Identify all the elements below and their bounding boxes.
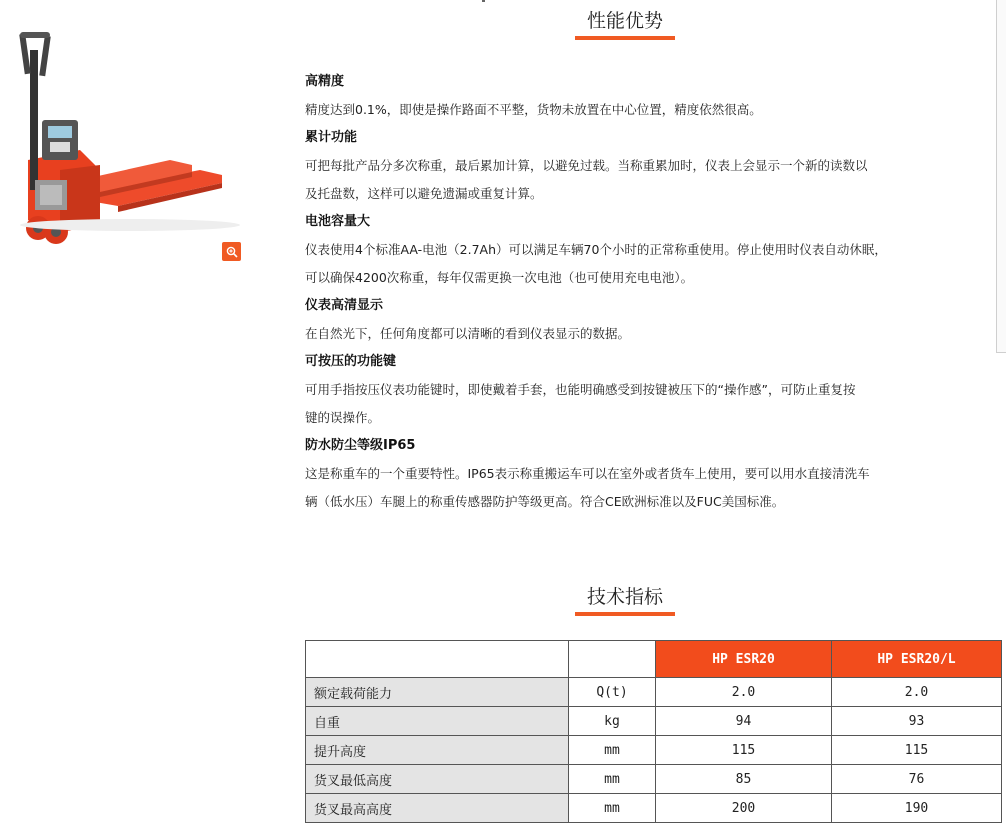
feature-item [305,208,955,292]
table-header-row [306,641,1002,678]
feature-text: 在自然光下，任何角度都可以清晰的看到仪表显示的数据。 [305,326,631,341]
row-value: 76 [832,765,1002,794]
feature-title: 高精度 [305,74,345,89]
row-label: 额定载荷能力 [306,678,569,707]
table-row [306,765,1002,794]
row-value: 115 [656,736,832,765]
spec-heading-underline [575,612,675,616]
feature-title: 防水防尘等级IP65 [305,438,416,453]
feature-item [305,68,955,124]
header-cell-model: HP ESR20 [656,641,832,678]
feature-title: 电池容量大 [305,214,371,229]
row-value: 200 [656,794,832,823]
product-image [0,20,245,250]
feature-title: 累计功能 [305,130,358,145]
features-list [305,68,955,516]
feature-text: 仪表使用4个标准AA-电池（2.7Ah）可以满足车辆70个小时的正常称重使用。停止使用时仪表自动休眠， [305,242,887,257]
row-value: 115 [832,736,1002,765]
header-cell-unit [569,641,656,678]
row-value: 94 [656,707,832,736]
feature-title: 仪表高清显示 [305,298,384,313]
table-row [306,707,1002,736]
spec-heading: 技术指标 [586,586,663,608]
spec-table [305,640,1002,823]
feature-item [305,292,955,348]
zoom-button[interactable] [222,242,241,261]
row-label: 自重 [306,707,569,736]
row-label: 货叉最低高度 [306,765,569,794]
feature-text: 及托盘数，这样可以避免遗漏或重复计算。 [305,186,543,201]
row-unit: mm [569,794,656,823]
row-value: 93 [832,707,1002,736]
feature-item [305,432,955,516]
header-cell-blank [306,641,569,678]
feature-item [305,124,955,208]
feature-text: 精度达到0.1%，即使是操作路面不平整，货物未放置在中心位置，精度依然很高。 [305,102,762,117]
feature-text: 辆（低水压）车腿上的称重传感器防护等级更高。符合CE欧洲标准以及FUC美国标准。 [305,494,785,509]
feature-text: 可以确保4200次称重，每年仅需更换一次电池（也可使用充电电池）。 [305,270,694,285]
zoom-in-icon [226,246,238,258]
feature-item [305,348,955,432]
row-value: 85 [656,765,832,794]
performance-heading-underline [575,36,675,40]
feature-text: 可把每批产品分多次称重，最后累加计算，以避免过载。当称重累加时，仪表上会显示一个新的读数以 [305,158,868,173]
row-unit: Q(t) [569,678,656,707]
row-label: 货叉最高高度 [306,794,569,823]
row-value: 2.0 [656,678,832,707]
row-unit: mm [569,736,656,765]
row-value: 190 [832,794,1002,823]
side-panel-edge [996,0,1006,353]
table-row [306,794,1002,823]
feature-text: 可用手指按压仪表功能键时，即使戴着手套，也能明确感受到按键被压下的“操作感”，可防止重复按 [305,382,856,397]
row-value: 2.0 [832,678,1002,707]
table-row [306,736,1002,765]
row-unit: mm [569,765,656,794]
performance-heading: 性能优势 [586,10,663,32]
feature-title: 可按压的功能键 [305,354,397,369]
header-cell-model: HP ESR20/L [832,641,1002,678]
top-divider-mark [482,0,485,2]
row-label: 提升高度 [306,736,569,765]
feature-text: 这是称重车的一个重要特性。IP65表示称重搬运车可以在室外或者货车上使用，要可以用水直接清洗车 [305,466,870,481]
row-unit: kg [569,707,656,736]
feature-text: 键的误操作。 [305,410,381,425]
table-row [306,678,1002,707]
